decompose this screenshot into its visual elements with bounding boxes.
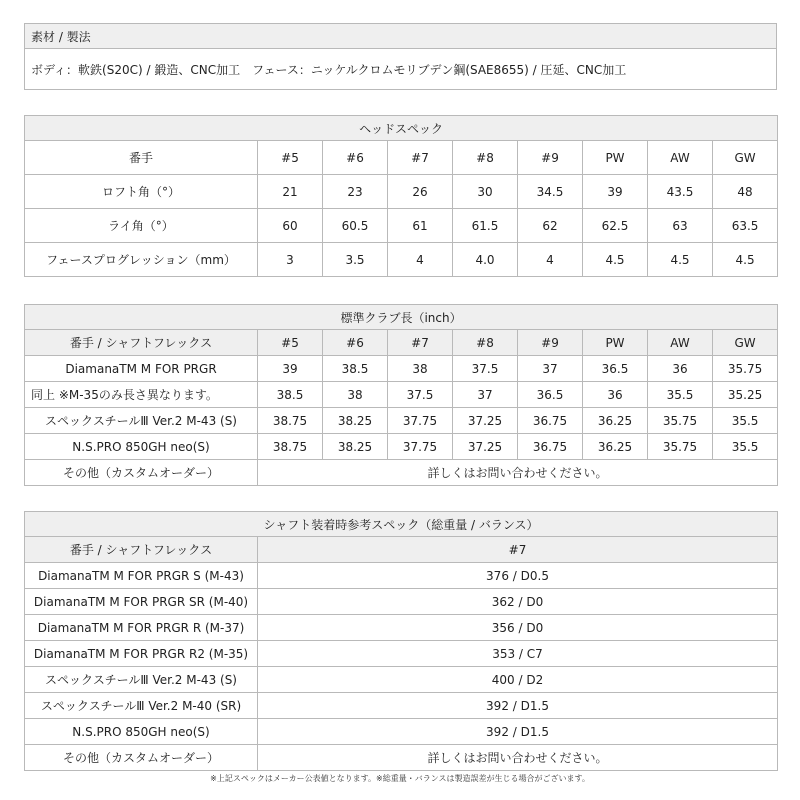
cell: 353 / C7 xyxy=(258,641,778,667)
head-spec-title: ヘッドスペック xyxy=(25,116,778,141)
cell: 38.75 xyxy=(258,434,323,460)
cell: 4.0 xyxy=(453,243,518,277)
material-text: ボディ：軟鉄(S20C) / 鍛造、CNC加工 フェース：ニッケルクロムモリブデン鋼(SAE8655) / 圧延、CNC加工 xyxy=(25,49,777,90)
row-label: スペックスチールⅢ Ver.2 M-43 (S) xyxy=(25,667,258,693)
length-spec-col: #6 xyxy=(323,330,388,356)
length-spec-col: #5 xyxy=(258,330,323,356)
cell: 62.5 xyxy=(583,209,648,243)
cell: 392 / D1.5 xyxy=(258,719,778,745)
table-row xyxy=(25,382,778,408)
table-row xyxy=(25,563,778,589)
row-label: ライ角（°） xyxy=(25,209,258,243)
head-spec-col: #7 xyxy=(388,141,453,175)
cell: 35.25 xyxy=(713,382,778,408)
footnote: ※上記スペックはメーカー公表値となります。※総重量・バランスは製造誤差が生じる場合がございます。 xyxy=(210,774,590,783)
cell: 35.5 xyxy=(713,408,778,434)
cell: 36 xyxy=(583,382,648,408)
cell: 39 xyxy=(583,175,648,209)
cell: 35.5 xyxy=(648,382,713,408)
row-label: スペックスチールⅢ Ver.2 M-40 (SR) xyxy=(25,693,258,719)
table-row xyxy=(25,175,778,209)
cell: 392 / D1.5 xyxy=(258,693,778,719)
row-label: 同上 ※M-35のみ長さ異なります。 xyxy=(25,382,258,408)
table-row xyxy=(25,209,778,243)
cell: 61.5 xyxy=(453,209,518,243)
head-spec-col: #5 xyxy=(258,141,323,175)
cell: 62 xyxy=(518,209,583,243)
row-label: DiamanaTM M FOR PRGR SR (M-40) xyxy=(25,589,258,615)
shaft-spec-table xyxy=(24,511,778,771)
head-spec-col: AW xyxy=(648,141,713,175)
cell: 38 xyxy=(388,356,453,382)
cell: 38.25 xyxy=(323,434,388,460)
head-spec-col: #8 xyxy=(453,141,518,175)
material-table xyxy=(24,23,777,90)
cell: 35.75 xyxy=(648,408,713,434)
cell: 400 / D2 xyxy=(258,667,778,693)
head-spec-col: GW xyxy=(713,141,778,175)
cell: 37.75 xyxy=(388,408,453,434)
table-row xyxy=(25,434,778,460)
length-spec-col: GW xyxy=(713,330,778,356)
table-row xyxy=(25,667,778,693)
length-spec-col: #8 xyxy=(453,330,518,356)
table-row xyxy=(25,589,778,615)
cell: 38.75 xyxy=(258,408,323,434)
cell: 37.5 xyxy=(388,382,453,408)
table-row xyxy=(25,408,778,434)
row-label: ロフト角（°） xyxy=(25,175,258,209)
cell: 23 xyxy=(323,175,388,209)
table-row xyxy=(25,243,778,277)
cell: 38.5 xyxy=(258,382,323,408)
cell: 356 / D0 xyxy=(258,615,778,641)
head-spec-col: #9 xyxy=(518,141,583,175)
table-row xyxy=(25,460,778,486)
length-spec-col: AW xyxy=(648,330,713,356)
cell: 63.5 xyxy=(713,209,778,243)
length-spec-col: #7 xyxy=(388,330,453,356)
cell: 35.75 xyxy=(648,434,713,460)
row-label: DiamanaTM M FOR PRGR S (M-43) xyxy=(25,563,258,589)
length-spec-label-header: 番手 / シャフトフレックス xyxy=(25,330,258,356)
length-spec-title: 標準クラブ長（inch） xyxy=(25,305,778,330)
head-spec-col: PW xyxy=(583,141,648,175)
cell: 37 xyxy=(453,382,518,408)
cell: 60 xyxy=(258,209,323,243)
cell: 35.75 xyxy=(713,356,778,382)
cell: 4.5 xyxy=(648,243,713,277)
cell: 37.5 xyxy=(453,356,518,382)
head-spec-table xyxy=(24,115,778,277)
table-row xyxy=(25,693,778,719)
head-spec-label-header: 番手 xyxy=(25,141,258,175)
cell: 21 xyxy=(258,175,323,209)
table-row xyxy=(25,745,778,771)
table-row xyxy=(25,719,778,745)
cell: 36.5 xyxy=(583,356,648,382)
shaft-spec-title: シャフト装着時参考スペック（総重量 / バランス） xyxy=(25,512,778,537)
shaft-spec-label-header: 番手 / シャフトフレックス xyxy=(25,537,258,563)
row-label: DiamanaTM M FOR PRGR xyxy=(25,356,258,382)
cell: 61 xyxy=(388,209,453,243)
row-label: N.S.PRO 850GH neo(S) xyxy=(25,719,258,745)
cell: 37.25 xyxy=(453,408,518,434)
row-label: フェースプログレッション（mm） xyxy=(25,243,258,277)
cell: 37.75 xyxy=(388,434,453,460)
cell: 36.25 xyxy=(583,434,648,460)
cell: 4 xyxy=(518,243,583,277)
cell: 48 xyxy=(713,175,778,209)
cell: 35.5 xyxy=(713,434,778,460)
cell: 63 xyxy=(648,209,713,243)
cell: 30 xyxy=(453,175,518,209)
table-row xyxy=(25,356,778,382)
row-label: N.S.PRO 850GH neo(S) xyxy=(25,434,258,460)
cell: 36.5 xyxy=(518,382,583,408)
cell: 38.25 xyxy=(323,408,388,434)
cell: 60.5 xyxy=(323,209,388,243)
row-label: DiamanaTM M FOR PRGR R2 (M-35) xyxy=(25,641,258,667)
row-label: その他（カスタムオーダー） xyxy=(25,745,258,771)
other-value: 詳しくはお問い合わせください。 xyxy=(258,460,778,486)
cell: 36 xyxy=(648,356,713,382)
cell: 3.5 xyxy=(323,243,388,277)
table-row xyxy=(25,615,778,641)
table-row xyxy=(25,641,778,667)
cell: 34.5 xyxy=(518,175,583,209)
length-spec-col: #9 xyxy=(518,330,583,356)
cell: 3 xyxy=(258,243,323,277)
cell: 詳しくはお問い合わせください。 xyxy=(258,745,778,771)
cell: 4.5 xyxy=(583,243,648,277)
cell: 4 xyxy=(388,243,453,277)
cell: 43.5 xyxy=(648,175,713,209)
row-label: DiamanaTM M FOR PRGR R (M-37) xyxy=(25,615,258,641)
head-spec-col: #6 xyxy=(323,141,388,175)
cell: 376 / D0.5 xyxy=(258,563,778,589)
cell: 4.5 xyxy=(713,243,778,277)
cell: 39 xyxy=(258,356,323,382)
cell: 37.25 xyxy=(453,434,518,460)
shaft-spec-col: #7 xyxy=(258,537,778,563)
cell: 37 xyxy=(518,356,583,382)
cell: 362 / D0 xyxy=(258,589,778,615)
cell: 36.75 xyxy=(518,434,583,460)
length-spec-table xyxy=(24,304,778,486)
cell: 38 xyxy=(323,382,388,408)
cell: 26 xyxy=(388,175,453,209)
cell: 36.25 xyxy=(583,408,648,434)
row-label: スペックスチールⅢ Ver.2 M-43 (S) xyxy=(25,408,258,434)
cell: 36.75 xyxy=(518,408,583,434)
length-spec-col: PW xyxy=(583,330,648,356)
row-label: その他（カスタムオーダー） xyxy=(25,460,258,486)
material-header: 素材 / 製法 xyxy=(25,24,777,49)
cell: 38.5 xyxy=(323,356,388,382)
